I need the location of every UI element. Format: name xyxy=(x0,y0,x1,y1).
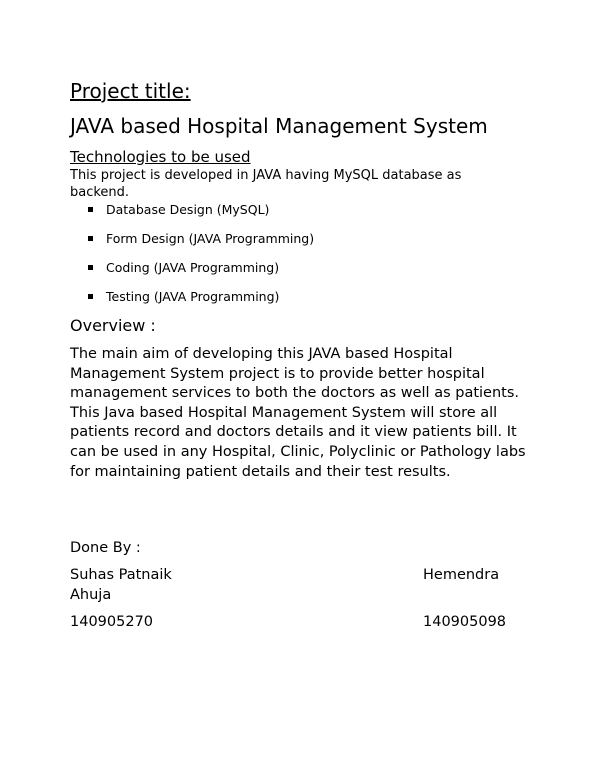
member-1-name: Suhas Patnaik xyxy=(70,567,172,583)
overview-body: The main aim of developing this JAVA based Hospital Management System project is to provide better hospital management services to both the doctors as well as patients. This Java based Hospital Management System will store all patients record and doctors details and it view patients bill. It can be used in any Hospital, Clinic, Polyclinic or Pathology labs for maintaining patient details and their test results. xyxy=(70,346,526,480)
list-item-label: Form Design (JAVA Programming) xyxy=(106,231,315,246)
list-item xyxy=(88,288,314,306)
project-title: JAVA based Hospital Management System xyxy=(70,114,488,138)
list-item-label: Database Design (MySQL) xyxy=(106,202,270,217)
project-title-label: Project title: xyxy=(70,79,191,103)
list-item xyxy=(88,201,314,219)
member-1-id: 140905270 xyxy=(70,614,154,630)
member-2-id: 140905098 xyxy=(423,614,507,630)
member-2-first-name: Hemendra xyxy=(423,567,500,583)
square-bullet-icon xyxy=(88,294,93,299)
square-bullet-icon xyxy=(88,207,93,212)
square-bullet-icon xyxy=(88,236,93,241)
list-item-label: Testing (JAVA Programming) xyxy=(106,289,280,304)
list-item xyxy=(88,259,314,277)
technologies-list xyxy=(88,201,314,317)
technologies-heading: Technologies to be used xyxy=(70,148,251,166)
done-by-label: Done By : xyxy=(70,540,141,556)
list-item-label: Coding (JAVA Programming) xyxy=(106,260,280,275)
overview-heading: Overview : xyxy=(70,316,156,335)
technologies-description: This project is developed in JAVA having MySQL database as backend. xyxy=(70,168,462,200)
list-item xyxy=(88,230,314,248)
member-2-last-name: Ahuja xyxy=(70,587,112,603)
square-bullet-icon xyxy=(88,265,93,270)
